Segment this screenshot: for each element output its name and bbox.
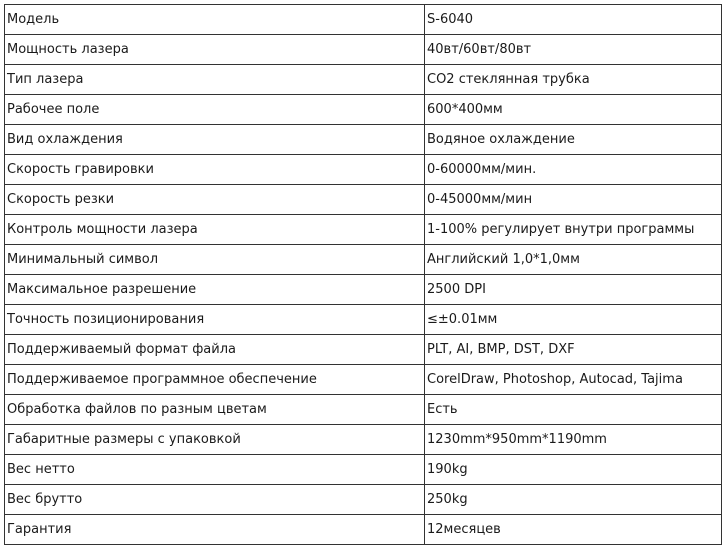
param-value-cell: CO2 стеклянная трубка xyxy=(425,65,722,95)
param-name-cell: Вес брутто xyxy=(5,485,425,515)
param-name-cell: Контроль мощности лазера xyxy=(5,215,425,245)
param-value-cell: 190kg xyxy=(425,455,722,485)
table-row xyxy=(5,455,722,485)
table-row xyxy=(5,365,722,395)
param-name-cell: Тип лазера xyxy=(5,65,425,95)
specifications-table xyxy=(4,4,722,545)
table-row xyxy=(5,425,722,455)
param-name-cell: Скорость гравировки xyxy=(5,155,425,185)
param-name-cell: Габаритные размеры с упаковкой xyxy=(5,425,425,455)
param-name-cell: Поддерживаемый формат файла xyxy=(5,335,425,365)
param-value-cell: ≤±0.01мм xyxy=(425,305,722,335)
table-row xyxy=(5,155,722,185)
table-row xyxy=(5,245,722,275)
table-row xyxy=(5,305,722,335)
param-value-cell: S-6040 xyxy=(425,5,722,35)
param-value-cell: 0-60000мм/мин. xyxy=(425,155,722,185)
table-row xyxy=(5,95,722,125)
param-value-cell: 2500 DPI xyxy=(425,275,722,305)
param-name-cell: Обработка файлов по разным цветам xyxy=(5,395,425,425)
table-row xyxy=(5,395,722,425)
table-row xyxy=(5,515,722,545)
param-value-cell: CorelDraw, Photoshop, Autocad, Tajima xyxy=(425,365,722,395)
param-name-cell: Поддерживаемое программное обеспечение xyxy=(5,365,425,395)
param-name-cell: Скорость резки xyxy=(5,185,425,215)
table-row xyxy=(5,185,722,215)
table-row xyxy=(5,485,722,515)
param-value-cell: Есть xyxy=(425,395,722,425)
param-value-cell: PLT, AI, BMP, DST, DXF xyxy=(425,335,722,365)
param-name-cell: Вид охлаждения xyxy=(5,125,425,155)
table-row xyxy=(5,335,722,365)
param-value-cell: 250kg xyxy=(425,485,722,515)
param-value-cell: 1-100% регулирует внутри программы xyxy=(425,215,722,245)
table-row xyxy=(5,5,722,35)
table-row xyxy=(5,35,722,65)
param-name-cell: Рабочее поле xyxy=(5,95,425,125)
param-value-cell: 0-45000мм/мин xyxy=(425,185,722,215)
table-row xyxy=(5,65,722,95)
table-row xyxy=(5,125,722,155)
param-name-cell: Точность позиционирования xyxy=(5,305,425,335)
param-value-cell: 600*400мм xyxy=(425,95,722,125)
param-value-cell: Водяное охлаждение xyxy=(425,125,722,155)
specifications-table-body xyxy=(5,5,722,545)
param-value-cell: Английский 1,0*1,0мм xyxy=(425,245,722,275)
param-value-cell: 1230mm*950mm*1190mm xyxy=(425,425,722,455)
param-name-cell: Модель xyxy=(5,5,425,35)
param-name-cell: Гарантия xyxy=(5,515,425,545)
param-name-cell: Мощность лазера xyxy=(5,35,425,65)
param-value-cell: 12месяцев xyxy=(425,515,722,545)
param-name-cell: Максимальное разрешение xyxy=(5,275,425,305)
table-row xyxy=(5,275,722,305)
param-name-cell: Минимальный символ xyxy=(5,245,425,275)
param-name-cell: Вес нетто xyxy=(5,455,425,485)
param-value-cell: 40вт/60вт/80вт xyxy=(425,35,722,65)
table-row xyxy=(5,215,722,245)
